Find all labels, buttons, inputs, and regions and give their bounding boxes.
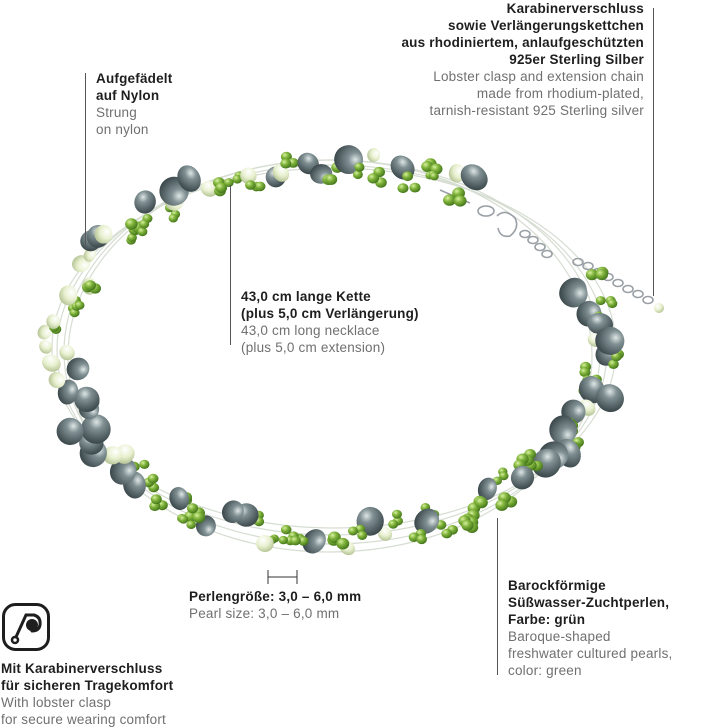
green-pearl bbox=[357, 531, 367, 540]
green-pearl bbox=[179, 515, 189, 524]
baroque-de-line-1: Barockförmige bbox=[508, 578, 606, 593]
green-pearl bbox=[290, 536, 301, 545]
clasp-de-line-4: 925er Sterling Silber bbox=[509, 52, 644, 67]
pearl-size-annotation bbox=[189, 588, 361, 622]
length-annotation bbox=[241, 288, 419, 356]
baroque-leader-line bbox=[497, 518, 498, 675]
green-pearl bbox=[75, 301, 85, 310]
comfort-de-line-1: Mit Karabinerverschluss bbox=[1, 661, 163, 676]
green-pearl bbox=[495, 500, 508, 511]
length-de-line-1: 43,0 cm lange Kette bbox=[241, 289, 371, 304]
strung-annotation bbox=[96, 70, 172, 138]
green-pearl bbox=[224, 178, 234, 187]
pearl-size-en: Pearl size: 3,0 – 6,0 mm bbox=[189, 606, 340, 621]
comfort-annotation bbox=[1, 660, 173, 728]
green-pearl bbox=[454, 195, 467, 206]
clasp-de-line-1: Karabinerverschluss bbox=[506, 1, 644, 16]
green-pearl bbox=[607, 299, 617, 308]
grey-pearl bbox=[328, 139, 369, 180]
baroque-de-line-2: Süßwasser-Zuchtperlen, bbox=[508, 595, 670, 610]
length-de-line-2: (plus 5,0 cm Verlängerung) bbox=[241, 306, 419, 321]
green-pearl bbox=[475, 497, 488, 508]
green-pearl bbox=[410, 183, 421, 193]
length-leader-line bbox=[230, 185, 231, 345]
pearl-size-de: Perlengröße: 3,0 – 6,0 mm bbox=[189, 589, 362, 604]
green-pearl bbox=[186, 520, 196, 529]
clasp-leader-line bbox=[653, 8, 654, 296]
green-pearl bbox=[125, 218, 138, 229]
green-pearl bbox=[392, 510, 402, 519]
green-pearl bbox=[84, 280, 96, 290]
green-pearl bbox=[430, 172, 439, 180]
clasp-de-line-3: aus rhodiniertem, anlaufgeschützten bbox=[401, 35, 644, 50]
grey-pearl bbox=[132, 188, 159, 216]
green-pearl bbox=[402, 171, 413, 181]
clasp-en-line-1: Lobster clasp and extension chain bbox=[433, 69, 644, 84]
baroque-en-line-3: color: green bbox=[508, 663, 582, 678]
green-pearl bbox=[596, 269, 608, 280]
green-pearl bbox=[280, 159, 291, 169]
strung-de-line-2: auf Nylon bbox=[96, 88, 160, 103]
chain-end-pearl bbox=[654, 303, 664, 313]
green-pearl bbox=[354, 163, 364, 172]
green-pearl bbox=[398, 183, 409, 193]
clasp-annotation bbox=[401, 0, 644, 119]
green-pearl bbox=[137, 227, 147, 236]
green-pearl bbox=[367, 173, 379, 183]
green-pearl bbox=[281, 525, 292, 534]
green-pearl bbox=[279, 536, 288, 544]
green-pearl bbox=[139, 460, 149, 469]
green-pearl bbox=[388, 520, 398, 529]
comfort-de-line-2: für sicheren Tragekomfort bbox=[1, 678, 174, 693]
green-pearl bbox=[169, 214, 178, 223]
green-pearl bbox=[245, 180, 256, 190]
clasp-en-line-2: made from rhodium-plated, bbox=[476, 86, 644, 101]
clasp-de-line-2: sowie Verlängerungskettchen bbox=[448, 18, 644, 33]
green-pearl bbox=[416, 535, 427, 545]
green-pearl bbox=[139, 220, 149, 229]
clasp-en-line-3: tarnish-resistant 925 Sterling silver bbox=[429, 103, 644, 118]
comfort-en-line-2: for secure wearing comfort bbox=[1, 712, 167, 727]
lobster-clasp-icon bbox=[2, 603, 50, 651]
baroque-annotation bbox=[508, 577, 672, 679]
green-pearl bbox=[187, 503, 198, 513]
baroque-de-line-3: Farbe: grün bbox=[508, 612, 586, 627]
green-pearl bbox=[596, 296, 606, 305]
green-pearl bbox=[148, 474, 159, 484]
green-pearl bbox=[336, 538, 349, 550]
comfort-en-line-1: With lobster clasp bbox=[1, 695, 112, 710]
baroque-en-line-1: Baroque-shaped bbox=[508, 629, 611, 644]
green-pearl bbox=[461, 520, 473, 531]
length-en-line-2: (plus 5,0 cm extension) bbox=[241, 340, 386, 355]
baroque-en-line-2: freshwater cultured pearls, bbox=[508, 646, 673, 661]
pearl-size-marker bbox=[268, 570, 297, 584]
white-pearl bbox=[59, 285, 77, 305]
green-pearl bbox=[441, 529, 452, 539]
green-pearl bbox=[193, 512, 206, 523]
strung-en-line-2: on nylon bbox=[96, 122, 149, 137]
green-pearl bbox=[348, 527, 358, 536]
green-pearl bbox=[151, 494, 162, 504]
strung-leader-line bbox=[85, 73, 86, 246]
white-pearl bbox=[366, 147, 381, 163]
length-en-line-1: 43,0 cm long necklace bbox=[241, 323, 380, 338]
clasp-and-extension-chain bbox=[440, 190, 653, 304]
strung-de-line-1: Aufgefädelt bbox=[96, 71, 173, 86]
strung-en-line-1: Strung bbox=[96, 105, 137, 120]
green-pearl bbox=[325, 174, 337, 185]
grey-pearl bbox=[386, 151, 420, 185]
green-pearl bbox=[255, 182, 266, 192]
